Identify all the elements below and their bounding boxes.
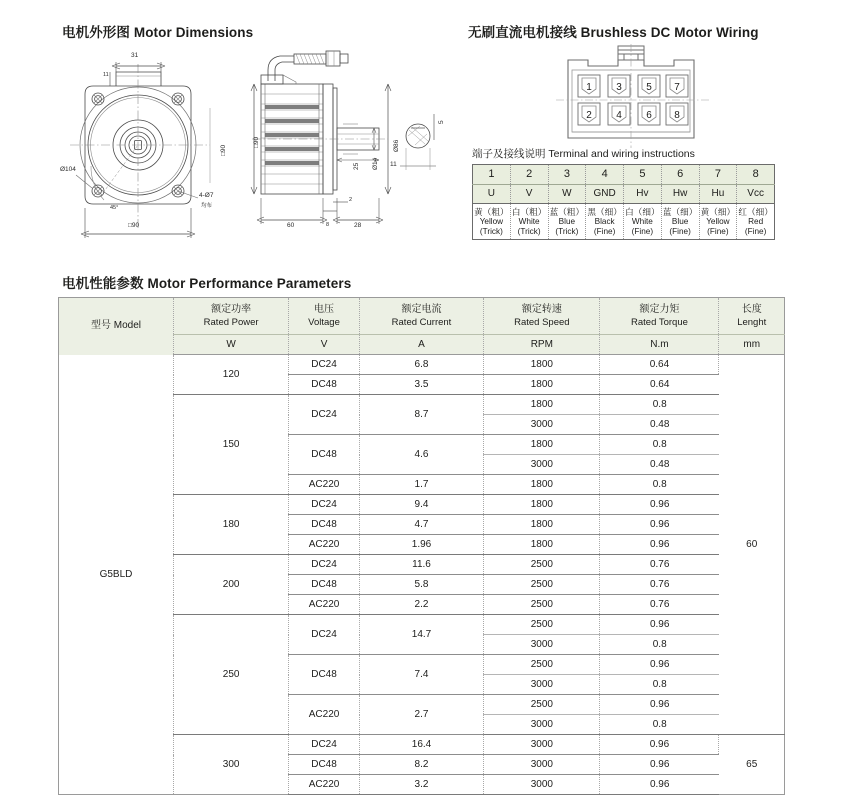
length-cell: 65: [746, 759, 758, 771]
dim-holes-note: 均布: [201, 203, 213, 209]
torque-cell: 0.64: [600, 355, 719, 375]
speed-cell: 1800: [484, 355, 600, 375]
speed-cell: 2500: [484, 575, 600, 595]
terminal-wire-color: 黑（细） Black (Fine): [586, 203, 624, 239]
svg-text:7: 7: [674, 82, 680, 93]
current-cell: 2.2: [359, 595, 483, 615]
performance-table: [58, 297, 785, 795]
current-cell: 8.7: [359, 395, 483, 435]
torque-cell: 0.96: [600, 495, 719, 515]
model-cell: G5BLD: [59, 355, 174, 795]
voltage-cell: DC24: [289, 615, 360, 655]
section-title-cn: 电机性能参数: [62, 276, 144, 291]
terminal-function: U: [473, 184, 511, 203]
torque-cell: 0.8: [600, 435, 719, 455]
power-cell: 180: [174, 495, 289, 555]
current-cell: 16.4: [359, 735, 483, 755]
power-cell: 250: [174, 615, 289, 735]
voltage-cell: DC48: [289, 435, 360, 475]
voltage-cell: AC220: [289, 475, 360, 495]
speed-cell: 1800: [484, 375, 600, 395]
speed-cell: 2500: [484, 595, 600, 615]
svg-text:3: 3: [616, 82, 622, 93]
speed-cell: 2500: [484, 555, 600, 575]
dim-flange-thickness: 8: [326, 222, 330, 228]
dim-square: □90: [128, 222, 140, 229]
terminal-title-cn: 端子及接线说明: [472, 148, 546, 160]
performance-unit-cell: W: [174, 335, 289, 355]
terminal-table-row: [473, 184, 775, 203]
dim-body-length: 60: [287, 222, 295, 229]
torque-cell: 0.96: [600, 655, 719, 675]
voltage-cell: AC220: [289, 595, 360, 615]
dim-shaft-dia: Ø14: [372, 157, 379, 170]
performance-header-row: [59, 298, 785, 335]
speed-cell: 3000: [484, 775, 600, 795]
current-cell: 1.96: [359, 535, 483, 555]
terminal-pin-number: 5: [624, 165, 662, 185]
current-cell: 9.4: [359, 495, 483, 515]
terminal-wire-color: 黄（细） Yellow (Fine): [699, 203, 737, 239]
svg-text:2: 2: [586, 110, 592, 121]
section-title-en: Brushless DC Motor Wiring: [580, 25, 759, 40]
speed-cell: 3000: [484, 755, 600, 775]
torque-cell: 0.96: [600, 755, 719, 775]
torque-cell: 0.96: [600, 735, 719, 755]
performance-unit-cell: V: [289, 335, 360, 355]
terminal-pin-number: 2: [510, 165, 548, 185]
torque-cell: 0.96: [600, 615, 719, 635]
current-cell: 4.6: [359, 435, 483, 475]
terminal-wire-color: 白（细） White (Fine): [624, 203, 662, 239]
torque-cell: 0.96: [600, 515, 719, 535]
voltage-cell: DC24: [289, 495, 360, 515]
torque-cell: 0.48: [600, 455, 719, 475]
current-cell: 2.7: [359, 695, 483, 735]
speed-cell: 3000: [484, 455, 600, 475]
current-cell: 3.2: [359, 775, 483, 795]
voltage-cell: DC24: [289, 735, 360, 755]
voltage-cell: AC220: [289, 535, 360, 555]
torque-cell: 0.8: [600, 715, 719, 735]
speed-cell: 3000: [484, 735, 600, 755]
section-title-motor-wiring: [468, 21, 759, 41]
dim-key-height: 5: [438, 120, 445, 124]
voltage-cell: DC48: [289, 375, 360, 395]
section-title-cn: 电机外形图: [62, 25, 130, 40]
speed-cell: 3000: [484, 715, 600, 735]
terminal-function: Hv: [624, 184, 662, 203]
dim-shaft-section: 28: [354, 222, 362, 229]
terminal-function: Hu: [699, 184, 737, 203]
terminal-wire-color: 白（粗） White (Trick): [510, 203, 548, 239]
current-cell: 5.8: [359, 575, 483, 595]
current-cell: 4.7: [359, 515, 483, 535]
section-title-performance: [62, 272, 351, 292]
performance-unit-cell: A: [359, 335, 483, 355]
speed-cell: 1800: [484, 435, 600, 455]
torque-cell: 0.8: [600, 475, 719, 495]
current-cell: 14.7: [359, 615, 483, 655]
table-row: [59, 355, 785, 375]
terminal-table-row: [473, 165, 775, 185]
section-title-motor-dimensions: [62, 21, 253, 41]
speed-cell: 1800: [484, 515, 600, 535]
terminal-pin-number: 4: [586, 165, 624, 185]
voltage-cell: DC48: [289, 755, 360, 775]
dim-step: 2: [349, 197, 353, 203]
terminal-wire-color: 黄（粗） Yellow (Trick): [473, 203, 511, 239]
power-cell: 120: [174, 355, 289, 395]
performance-unit-cell: RPM: [484, 335, 600, 355]
svg-text:4: 4: [616, 110, 622, 121]
performance-column-header: 额定力矩 Rated Torque: [600, 298, 719, 335]
power-cell: 300: [174, 735, 289, 795]
front-view-svg: [60, 48, 245, 248]
current-cell: 11.6: [359, 555, 483, 575]
voltage-cell: DC48: [289, 515, 360, 535]
torque-cell: 0.48: [600, 415, 719, 435]
terminal-function: GND: [586, 184, 624, 203]
torque-cell: 0.64: [600, 375, 719, 395]
speed-cell: 1800: [484, 395, 600, 415]
voltage-cell: DC48: [289, 655, 360, 695]
torque-cell: 0.96: [600, 775, 719, 795]
power-cell: 150: [174, 395, 289, 495]
performance-unit-cell: mm: [719, 335, 785, 355]
dim-shaft-length: 25: [353, 162, 360, 170]
performance-unit-cell: N.m: [600, 335, 719, 355]
section-title-en: Motor Performance Parameters: [147, 276, 352, 291]
terminal-wire-color: 红（细） Red (Fine): [737, 203, 775, 239]
voltage-cell: DC24: [289, 555, 360, 575]
terminal-table-row: [473, 203, 775, 239]
svg-text:6: 6: [646, 110, 652, 121]
terminal-function: V: [510, 184, 548, 203]
terminal-pin-number: 3: [548, 165, 586, 185]
dim-top-width: 31: [131, 52, 139, 59]
speed-cell: 1800: [484, 535, 600, 555]
torque-cell: 0.76: [600, 555, 719, 575]
current-cell: 6.8: [359, 355, 483, 375]
torque-cell: 0.8: [600, 635, 719, 655]
torque-cell: 0.76: [600, 595, 719, 615]
voltage-cell: DC24: [289, 395, 360, 435]
performance-column-header: 长度 Lenght: [719, 298, 785, 335]
performance-column-header: 额定转速 Rated Speed: [484, 298, 600, 335]
torque-cell: 0.96: [600, 535, 719, 555]
current-cell: 3.5: [359, 375, 483, 395]
torque-cell: 0.76: [600, 575, 719, 595]
svg-text:5: 5: [646, 82, 652, 93]
dim-holes: 4-Ø7: [199, 192, 214, 199]
current-cell: 7.4: [359, 655, 483, 695]
speed-cell: 2500: [484, 655, 600, 675]
performance-column-header: 电压 Voltage: [289, 298, 360, 335]
side-view-drawing: [248, 48, 453, 248]
terminal-pin-number: 6: [661, 165, 699, 185]
dim-pilot-circle: Ø104: [60, 166, 76, 173]
terminal-wire-color: 蓝（细） Blue (Fine): [661, 203, 699, 239]
dim-flat-width: 11: [390, 161, 397, 168]
terminal-wire-color: 蓝（粗） Blue (Trick): [548, 203, 586, 239]
terminal-table: [472, 164, 775, 240]
terminal-function: Hw: [661, 184, 699, 203]
terminal-pin-number: 7: [699, 165, 737, 185]
dim-side-label: □90: [220, 144, 227, 156]
speed-cell: 1800: [484, 495, 600, 515]
connector-svg: [548, 44, 728, 150]
current-cell: 1.7: [359, 475, 483, 495]
current-cell: 8.2: [359, 755, 483, 775]
torque-cell: 0.8: [600, 395, 719, 415]
front-view-drawing: [60, 48, 245, 248]
performance-column-header: 型号 Model: [59, 298, 174, 355]
power-cell: 200: [174, 555, 289, 615]
speed-cell: 2500: [484, 615, 600, 635]
terminal-pin-number: 1: [473, 165, 511, 185]
side-view-svg: [248, 48, 453, 248]
terminal-pin-number: 8: [737, 165, 775, 185]
connector-diagram: [548, 44, 728, 150]
speed-cell: 1800: [484, 475, 600, 495]
speed-cell: 3000: [484, 415, 600, 435]
speed-cell: 3000: [484, 675, 600, 695]
torque-cell: 0.96: [600, 695, 719, 715]
svg-text:8: 8: [674, 110, 680, 121]
torque-cell: 0.8: [600, 675, 719, 695]
dim-top-height: 11: [103, 72, 109, 78]
speed-cell: 2500: [484, 695, 600, 715]
voltage-cell: AC220: [289, 695, 360, 735]
section-title-en: Motor Dimensions: [133, 25, 254, 40]
svg-text:1: 1: [586, 82, 592, 93]
dim-pilot-dia: Ø86: [393, 139, 400, 152]
terminal-function: W: [548, 184, 586, 203]
performance-column-header: 额定电流 Rated Current: [359, 298, 483, 335]
voltage-cell: DC48: [289, 575, 360, 595]
terminal-function: Vcc: [737, 184, 775, 203]
dim-angle: 45°: [110, 205, 119, 211]
speed-cell: 3000: [484, 635, 600, 655]
dim-body-dia: □90: [253, 136, 260, 148]
voltage-cell: AC220: [289, 775, 360, 795]
terminal-table-title: [472, 146, 695, 161]
terminal-title-en: Terminal and wiring instructions: [548, 148, 695, 160]
performance-column-header: 额定功率 Rated Power: [174, 298, 289, 335]
voltage-cell: DC24: [289, 355, 360, 375]
length-cell: 60: [719, 355, 785, 735]
section-title-cn: 无刷直流电机接线: [468, 25, 577, 40]
